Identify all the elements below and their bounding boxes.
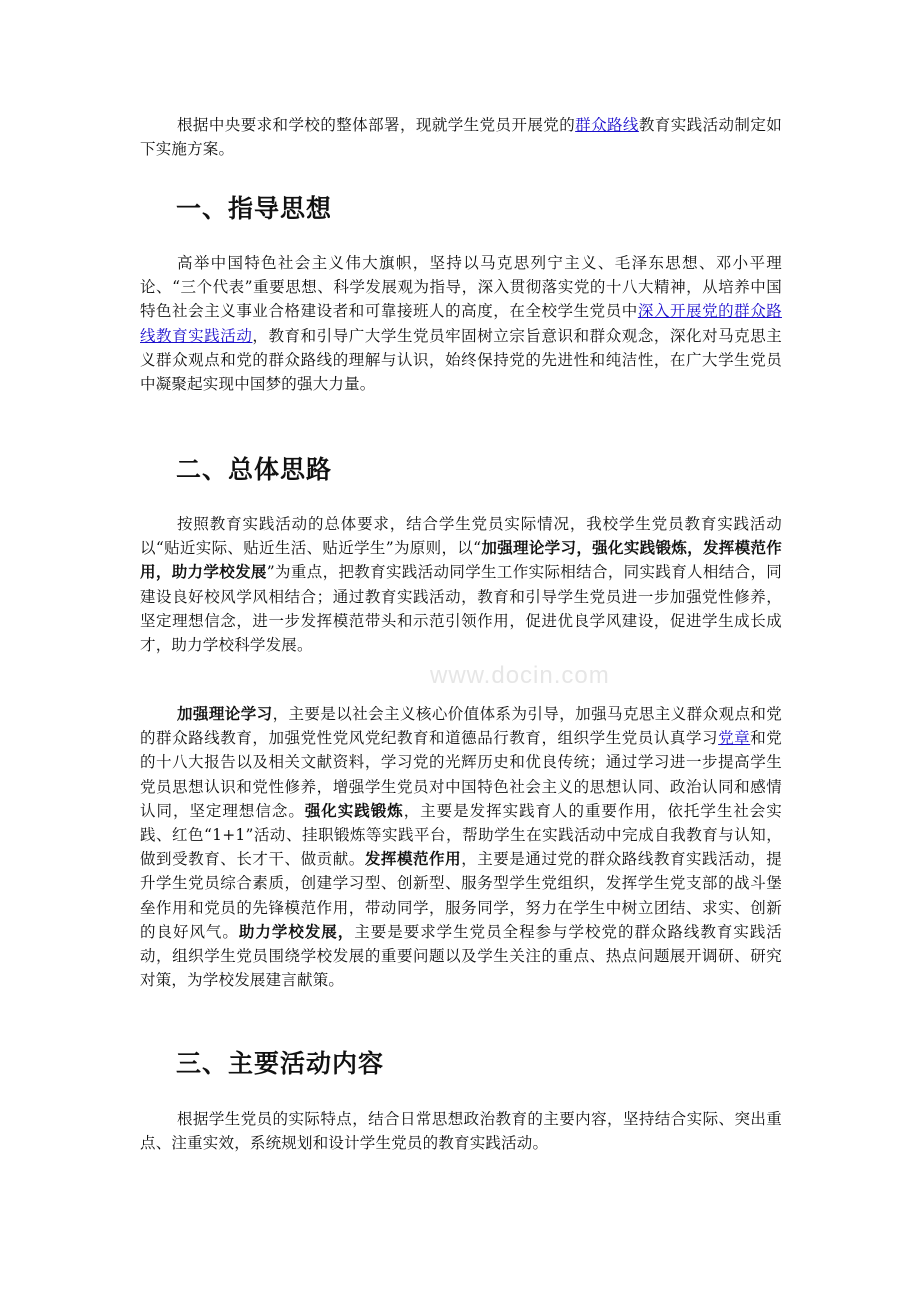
section-heading-main-activities: 三、主要活动内容: [176, 1049, 385, 1078]
paragraph-text: ，主要是通过党的群众路线教育实践活动，提升学生党员综合素质，创建学习型、创新型、服务型学生党组织，发挥学生党支部的战斗堡垒作用和党员的先锋模范作用，带动同学，服务同学，努力在学生中树立团结、求实、创新的良好风气。: [140, 850, 782, 941]
paragraph-text: ，主要是以社会主义核心价值体系为引导，加强马克思主义群众观点和党的群众路线教育，加强党性党风党纪教育和道德品行教育，组织学生党员认真学习: [140, 705, 782, 748]
section-heading-overall-approach: 二、总体思路: [176, 455, 333, 484]
intro-paragraph: [140, 113, 782, 161]
paragraph-text: ”为重点，把教育实践活动同学生工作实际相结合，同实践育人相结合，同建设良好校风学风相结合；通过教育实践活动，教育和引导学生党员进一步加强党性修养，坚定理想信念，进一步发挥模范带头和示范引领作用，促进优良学风建设，促进学生成长成才，助力学校科学发展。: [140, 563, 782, 655]
link-mass-line[interactable]: 群众路线: [575, 116, 639, 134]
bold-emphasis: 加强理论学习，强化实践锻炼，发挥模范作用，助力学校发展: [140, 538, 782, 582]
paragraph-text: ，主要是发挥实践育人的重要作用，依托学生社会实践、红色“1+1”活动、挂职锻炼等实践平台，帮助学生在实践活动中完成自我教育与认知，做到受教育、长才干、做贡献。: [140, 801, 782, 869]
four-points-paragraph: [140, 702, 782, 992]
intro-text-end: 教育实践活动制定如下实施方案。: [140, 116, 782, 159]
link-practice-activity[interactable]: 深入开展党的群众路线教育实践活动: [140, 302, 782, 345]
overall-approach-paragraph: [140, 512, 782, 657]
main-activities-paragraph: 根据学生党员的实际特点，结合日常思想政治教育的主要内容，坚持结合实际、突出重点、注重实效，系统规划和设计学生党员的教育实践活动。: [140, 1110, 782, 1153]
paragraph-text: 高举中国特色社会主义伟大旗帜，坚持以马克思列宁主义、毛泽东思想、邓小平理论、“三个代表”重要思想、科学发展观为指导，深入贯彻落实党的十八大精神，从培养中国特色社会主义事业合格建设者和可靠接班人的高度，在全校学生党员中: [140, 254, 782, 321]
bold-emphasis: 发挥模范作用: [364, 849, 462, 869]
paragraph-text: 主要是要求学生党员全程参与学校党的群众路线教育实践活动，组织学生党员围绕学校发展的重要问题以及学生关注的重点、热点问题展开调研、研究对策，为学校发展建言献策。: [140, 922, 782, 990]
guiding-ideology-paragraph: [140, 251, 782, 396]
bold-emphasis: 强化实践锻炼: [304, 800, 404, 820]
bold-emphasis: 加强理论学习: [177, 704, 273, 723]
intro-text: 根据中央要求和学校的整体部署，现就学生党员开展党的: [177, 116, 576, 134]
paragraph-text: 按照教育实践活动的总体要求，结合学生党员实际情况，我校学生党员教育实践活动以“贴近实际、贴近生活、贴近学生”为原则，以“: [140, 515, 782, 558]
section-heading-guiding-ideology: 一、指导思想: [176, 194, 333, 223]
link-party-constitution[interactable]: 党章: [718, 729, 751, 748]
paragraph-text: ，教育和引导广大学生党员牢固树立宗旨意识和群众观念，深化对马克思主义群众观点和党的群众路线的理解与认识，始终保持党的先进性和纯洁性，在广大学生党员中凝聚起实现中国梦的强大力量。: [140, 326, 782, 394]
paragraph-text: 和党的十八大报告以及相关文献资料，学习党的光辉历史和优良传统；通过学习进一步提高学生党员思想认识和党性修养，增强学生党员对中国特色社会主义的思想认同、政治认同和感情认同，坚定理想信念。: [140, 729, 783, 820]
bold-emphasis: 助力学校发展，: [238, 921, 355, 941]
watermark: www.docin.com: [430, 662, 610, 689]
